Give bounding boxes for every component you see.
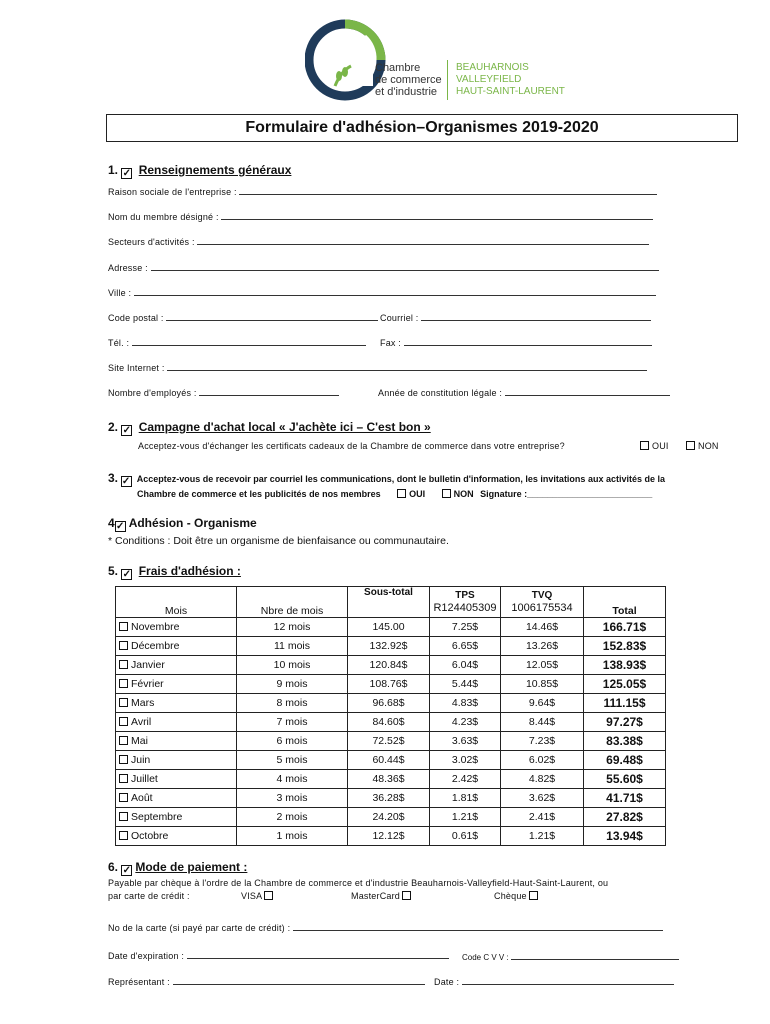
cell-sous-total: [348, 694, 430, 713]
section3-line2: [137, 489, 652, 499]
cell-tps: [430, 751, 501, 770]
payment-mastercard[interactable]: [351, 891, 414, 901]
cell-text: 12 mois: [273, 621, 311, 633]
field-expiration[interactable]: [108, 950, 449, 961]
header-mois: Mois: [116, 587, 237, 618]
cell-mois[interactable]: [116, 618, 237, 637]
cell-tps: [430, 618, 501, 637]
field-label: Code C V V :: [462, 953, 509, 962]
cell-text: 0.61$: [451, 830, 479, 842]
cell-text: 24.20$: [372, 811, 405, 823]
section2-non[interactable]: [686, 441, 719, 451]
org-line-1: Chambre: [375, 62, 421, 74]
cell-text: 1.21$: [451, 811, 479, 823]
cell-mois[interactable]: [116, 827, 237, 846]
checkbox-icon[interactable]: [402, 891, 411, 900]
field-line[interactable]: [199, 387, 339, 396]
cell-text: 36.28$: [372, 792, 405, 804]
table-row: [116, 827, 666, 846]
cell-tvq: [501, 751, 584, 770]
table-row: [116, 751, 666, 770]
cell-text: Février: [131, 678, 164, 690]
section2-number: 2.: [108, 420, 119, 434]
field-employes[interactable]: [108, 387, 339, 398]
field-label: Adresse :: [108, 263, 148, 273]
cheque-label: Chèque: [494, 891, 527, 901]
cell-text: Juin: [131, 754, 151, 766]
field-line[interactable]: [511, 951, 679, 960]
cell-text: 4.83$: [451, 697, 479, 709]
table-row: [116, 618, 666, 637]
cell-tvq: [501, 808, 584, 827]
section6-title: Mode de paiement :: [135, 860, 248, 874]
checkbox-icon[interactable]: [119, 622, 128, 631]
field-line[interactable]: [221, 211, 653, 220]
section3-line1: [108, 471, 665, 487]
cell-mois[interactable]: [116, 713, 237, 732]
field-line[interactable]: [197, 236, 649, 245]
checkbox-icon[interactable]: [529, 891, 538, 900]
cell-total: [584, 751, 666, 770]
checkbox-icon[interactable]: [686, 441, 695, 450]
checkbox-icon[interactable]: [119, 755, 128, 764]
cell-text: Novembre: [131, 621, 180, 633]
section2-question: Acceptez-vous d'échanger les certificats cadeaux de la Chambre de commerce dans votre entreprise?: [138, 441, 565, 451]
checkbox-icon[interactable]: [119, 831, 128, 840]
payment-line2: par carte de crédit :: [108, 891, 190, 901]
mastercard-label: MasterCard: [351, 891, 401, 901]
cell-text: 4.23$: [451, 716, 479, 728]
cell-text: 132.92$: [369, 640, 408, 652]
cell-text: 2.42$: [451, 773, 479, 785]
cell-nbre: [237, 751, 348, 770]
section5-number: 5.: [108, 564, 119, 578]
checkbox-icon[interactable]: [119, 679, 128, 688]
cell-total: [584, 637, 666, 656]
cell-tvq: [501, 713, 584, 732]
section5-title: Frais d'adhésion :: [138, 564, 241, 578]
cell-tps: [430, 770, 501, 789]
cell-text: Juillet: [131, 773, 158, 785]
field-card-no[interactable]: [108, 922, 663, 933]
cell-tvq: [501, 637, 584, 656]
field-line[interactable]: [187, 950, 449, 959]
cell-text: 3.62$: [528, 792, 556, 804]
field-secteurs[interactable]: [108, 236, 649, 247]
visa-label: VISA: [241, 891, 263, 901]
cell-text: 96.68$: [372, 697, 405, 709]
field-label: No de la carte (si payé par carte de crédit) :: [108, 923, 291, 933]
section3-question: Acceptez-vous de recevoir par courriel les communications, dont le bulletin d'information, les invitations aux activités de la: [136, 474, 665, 484]
checkbox-icon[interactable]: [264, 891, 273, 900]
checkbox-icon[interactable]: [119, 812, 128, 821]
cell-text: 11 mois: [274, 640, 310, 652]
field-label: Nombre d'employés :: [108, 388, 197, 398]
logo-divider: [447, 60, 448, 100]
cell-tps: [430, 789, 501, 808]
table-row: [116, 789, 666, 808]
cell-sous-total: [348, 732, 430, 751]
checkbox-icon[interactable]: [640, 441, 649, 450]
cell-tvq: [501, 675, 584, 694]
cell-mois[interactable]: [116, 770, 237, 789]
header-total: Total: [584, 587, 666, 618]
checked-box-icon: ✓: [115, 521, 125, 532]
field-line[interactable]: [404, 337, 652, 346]
fee-rows: [116, 618, 666, 846]
field-label: Date d'expiration :: [108, 951, 185, 961]
cell-text: 3.63$: [451, 735, 479, 747]
checked-box-icon: ✓: [121, 476, 131, 487]
field-label: Fax :: [380, 338, 402, 348]
checkbox-icon[interactable]: [119, 793, 128, 802]
header-nbre: Nbre de mois: [237, 587, 348, 618]
region-line-3: HAUT-SAINT-LAURENT: [456, 86, 565, 97]
cell-sous-total: [348, 789, 430, 808]
field-label: Tél. :: [108, 338, 130, 348]
cell-sous-total: [348, 751, 430, 770]
cell-text: 8.44$: [528, 716, 556, 728]
field-line[interactable]: [293, 922, 663, 931]
cell-text: 4 mois: [276, 773, 308, 785]
cell-text: 27.82$: [606, 810, 643, 824]
cell-text: 84.60$: [372, 716, 405, 728]
cell-text: 3.02$: [451, 754, 479, 766]
org-name: [375, 62, 442, 98]
cell-total: [584, 827, 666, 846]
cell-text: 72.52$: [372, 735, 405, 747]
field-line[interactable]: [166, 312, 378, 321]
cell-text: 6.02$: [528, 754, 556, 766]
cell-text: 7.23$: [528, 735, 556, 747]
section4-number: 4: [108, 516, 115, 530]
field-label: Site Internet :: [108, 363, 165, 373]
section6-heading: [108, 860, 247, 876]
section6-number: 6.: [108, 860, 119, 874]
cell-total: [584, 770, 666, 789]
cell-text: 12.12$: [372, 830, 405, 842]
cell-text: Septembre: [131, 811, 183, 823]
cell-text: 1 mois: [276, 830, 308, 842]
field-date[interactable]: [434, 976, 674, 987]
cell-mois[interactable]: [116, 751, 237, 770]
cell-nbre: [237, 789, 348, 808]
tvq-label: TVQ: [531, 590, 553, 601]
cell-text: 108.76$: [369, 678, 408, 690]
field-line[interactable]: [132, 337, 366, 346]
cell-sous-total: [348, 618, 430, 637]
field-label: Courriel :: [380, 313, 419, 323]
cell-text: 12.05$: [525, 659, 559, 671]
cell-text: 14.46$: [525, 621, 559, 633]
checkbox-icon[interactable]: [397, 489, 406, 498]
tps-number: R124405309: [433, 602, 497, 614]
field-membre[interactable]: [108, 211, 653, 222]
title-box: [106, 114, 738, 142]
cell-text: 10 mois: [273, 659, 311, 671]
section3-non[interactable]: [442, 489, 474, 499]
cell-tvq: [501, 694, 584, 713]
table-row: [116, 808, 666, 827]
field-label: Code postal :: [108, 313, 164, 323]
field-line[interactable]: [505, 387, 670, 396]
table-row: [116, 694, 666, 713]
tvq-number: 1006175534: [511, 602, 573, 614]
cell-text: Octobre: [131, 830, 169, 842]
signature-field[interactable]: Signature :_________________________: [480, 489, 653, 499]
cell-tvq: [501, 656, 584, 675]
checkbox-icon[interactable]: [119, 660, 128, 669]
oui-label: OUI: [652, 441, 669, 451]
checked-box-icon: ✓: [122, 168, 132, 179]
field-adresse[interactable]: [108, 262, 659, 273]
field-line[interactable]: [239, 186, 657, 195]
field-fax[interactable]: [380, 337, 652, 348]
section3-number: 3.: [108, 471, 119, 485]
section2-title: Campagne d'achat local « J'achète ici – C'est bon »: [138, 420, 431, 434]
cell-text: 3 mois: [276, 792, 308, 804]
cell-tps: [430, 694, 501, 713]
header-tvq: [501, 587, 584, 618]
cell-nbre: [237, 618, 348, 637]
cell-tvq: [501, 732, 584, 751]
cell-text: Janvier: [131, 659, 165, 671]
section4-conditions: * Conditions : Doit être un organisme de bienfaisance ou communautaire.: [108, 535, 449, 547]
cell-text: 120.84$: [369, 659, 408, 671]
field-annee[interactable]: [378, 387, 670, 398]
cell-text: 9.64$: [528, 697, 556, 709]
cell-nbre: [237, 656, 348, 675]
cell-mois[interactable]: [116, 808, 237, 827]
cell-mois[interactable]: [116, 637, 237, 656]
cell-tvq: [501, 770, 584, 789]
cell-text: 6.65$: [451, 640, 479, 652]
field-courriel[interactable]: [380, 312, 651, 323]
field-line[interactable]: [167, 362, 647, 371]
cell-nbre: [237, 713, 348, 732]
cell-text: Décembre: [131, 640, 180, 652]
field-line[interactable]: [134, 287, 656, 296]
non-label: NON: [698, 441, 719, 451]
non-label: NON: [453, 489, 474, 499]
field-site[interactable]: [108, 362, 647, 373]
cell-mois[interactable]: [116, 732, 237, 751]
cell-text: 138.93$: [602, 658, 647, 672]
cell-text: 13.94$: [606, 829, 643, 843]
cell-text: 97.27$: [606, 715, 643, 729]
cell-mois[interactable]: [116, 656, 237, 675]
cell-text: 2.41$: [528, 811, 556, 823]
section2-heading: [108, 420, 431, 436]
cell-tps: [430, 675, 501, 694]
field-tel[interactable]: [108, 337, 366, 348]
cell-nbre: [237, 694, 348, 713]
cell-total: [584, 694, 666, 713]
payment-cheque[interactable]: [494, 891, 541, 901]
payment-visa[interactable]: [241, 891, 276, 901]
section1-number: 1.: [108, 163, 119, 177]
cell-tps: [430, 713, 501, 732]
region-line-1: BEAUHARNOIS: [456, 62, 529, 73]
checkbox-icon[interactable]: [119, 717, 128, 726]
cell-total: [584, 675, 666, 694]
table-row: [116, 732, 666, 751]
cell-mois[interactable]: [116, 694, 237, 713]
cell-nbre: [237, 827, 348, 846]
checkbox-icon[interactable]: [442, 489, 451, 498]
field-line[interactable]: [151, 262, 659, 271]
tps-label: TPS: [455, 590, 475, 601]
table-row: [116, 656, 666, 675]
cell-text: 48.36$: [372, 773, 405, 785]
checkbox-icon[interactable]: [119, 698, 128, 707]
cell-text: 8 mois: [276, 697, 308, 709]
cell-text: 13.26$: [525, 640, 559, 652]
org-line-2: de commerce: [375, 74, 442, 86]
cell-total: [584, 808, 666, 827]
section4-heading: [108, 516, 257, 532]
table-row: [116, 637, 666, 656]
cell-tvq: [501, 618, 584, 637]
cell-text: 69.48$: [606, 753, 643, 767]
org-line-3: et d'industrie: [375, 86, 438, 98]
cell-sous-total: [348, 827, 430, 846]
cell-sous-total: [348, 637, 430, 656]
table-header-row: [116, 587, 666, 618]
section3-question-2: Chambre de commerce et les publicités de nos membres: [137, 489, 381, 499]
cell-sous-total: [348, 656, 430, 675]
cell-text: 55.60$: [606, 772, 643, 786]
cell-text: 1.81$: [451, 792, 479, 804]
header-tps: [430, 587, 501, 618]
cell-total: [584, 732, 666, 751]
section1-heading: [108, 163, 291, 179]
cell-tps: [430, 732, 501, 751]
cell-text: 5.44$: [451, 678, 479, 690]
field-label: Secteurs d'activités :: [108, 237, 195, 247]
cell-text: Mars: [131, 697, 155, 709]
table-row: [116, 675, 666, 694]
table-row: [116, 713, 666, 732]
cell-text: 166.71$: [602, 620, 647, 634]
cell-text: 2 mois: [276, 811, 308, 823]
field-label: Année de constitution légale :: [378, 388, 503, 398]
field-cvv[interactable]: [462, 951, 679, 962]
field-line[interactable]: [462, 976, 674, 985]
cell-total: [584, 618, 666, 637]
section3-oui[interactable]: [397, 489, 425, 499]
cell-text: 6.04$: [451, 659, 479, 671]
page-title: Formulaire d'adhésion–Organismes 2019-2020: [245, 119, 599, 136]
cell-text: Avril: [131, 716, 152, 728]
cell-text: Août: [131, 792, 153, 804]
cell-text: 7 mois: [276, 716, 308, 728]
cell-mois[interactable]: [116, 675, 237, 694]
section4-title: Adhésion - Organisme: [128, 516, 257, 530]
cell-total: [584, 713, 666, 732]
cell-tps: [430, 808, 501, 827]
cell-nbre: [237, 770, 348, 789]
cell-text: 152.83$: [602, 639, 647, 653]
cell-total: [584, 789, 666, 808]
section2-oui[interactable]: [640, 441, 669, 451]
cell-tvq: [501, 827, 584, 846]
checkbox-icon[interactable]: [119, 774, 128, 783]
field-label: Raison sociale de l'entreprise :: [108, 187, 237, 197]
field-label: Ville :: [108, 288, 132, 298]
cell-text: 125.05$: [602, 677, 647, 691]
cell-text: 1.21$: [528, 830, 556, 842]
checkbox-icon[interactable]: [119, 641, 128, 650]
field-code-postal[interactable]: [108, 312, 378, 323]
section5-heading: [108, 564, 241, 580]
cell-text: Mai: [131, 735, 148, 747]
cell-sous-total: [348, 675, 430, 694]
cell-text: 10.85$: [525, 678, 559, 690]
checked-box-icon: ✓: [122, 569, 132, 580]
header-sous-total: Sous-total: [348, 587, 430, 618]
field-label: Représentant :: [108, 977, 170, 987]
cell-sous-total: [348, 808, 430, 827]
cell-total: [584, 656, 666, 675]
cell-text: 9 mois: [276, 678, 308, 690]
cell-nbre: [237, 637, 348, 656]
cell-text: 83.38$: [606, 734, 643, 748]
cell-nbre: [237, 732, 348, 751]
cell-nbre: [237, 675, 348, 694]
field-raison[interactable]: [108, 186, 657, 197]
checkbox-icon[interactable]: [119, 736, 128, 745]
cell-text: 41.71$: [606, 791, 643, 805]
region-name: [456, 62, 565, 98]
field-ville[interactable]: [108, 287, 656, 298]
cell-text: 7.25$: [451, 621, 479, 633]
region-line-2: VALLEYFIELD: [456, 74, 522, 85]
cell-text: 5 mois: [276, 754, 308, 766]
cell-text: 60.44$: [372, 754, 405, 766]
cell-nbre: [237, 808, 348, 827]
field-line[interactable]: [173, 976, 425, 985]
cell-text: 111.15$: [603, 696, 646, 710]
cell-text: 4.82$: [528, 773, 556, 785]
oui-label: OUI: [409, 489, 426, 499]
field-label: Nom du membre désigné :: [108, 212, 219, 222]
field-label: Date :: [434, 977, 460, 987]
field-representant[interactable]: [108, 976, 425, 987]
cell-tps: [430, 827, 501, 846]
cell-text: 6 mois: [276, 735, 308, 747]
cell-mois[interactable]: [116, 789, 237, 808]
field-line[interactable]: [421, 312, 651, 321]
checked-box-icon: ✓: [122, 425, 132, 436]
section1-title: Renseignements généraux: [138, 163, 292, 177]
checked-box-icon: ✓: [122, 865, 132, 876]
cell-sous-total: [348, 713, 430, 732]
payment-line1: Payable par chèque à l'ordre de la Chambre de commerce et d'industrie Beauharnois-Valleyfield-Haut-Saint-Laurent, ou: [108, 878, 609, 888]
cell-tvq: [501, 789, 584, 808]
cell-text: 145.00: [372, 621, 405, 633]
fees-table: [115, 586, 666, 846]
cell-tps: [430, 656, 501, 675]
table-row: [116, 770, 666, 789]
cell-sous-total: [348, 770, 430, 789]
cell-tps: [430, 637, 501, 656]
